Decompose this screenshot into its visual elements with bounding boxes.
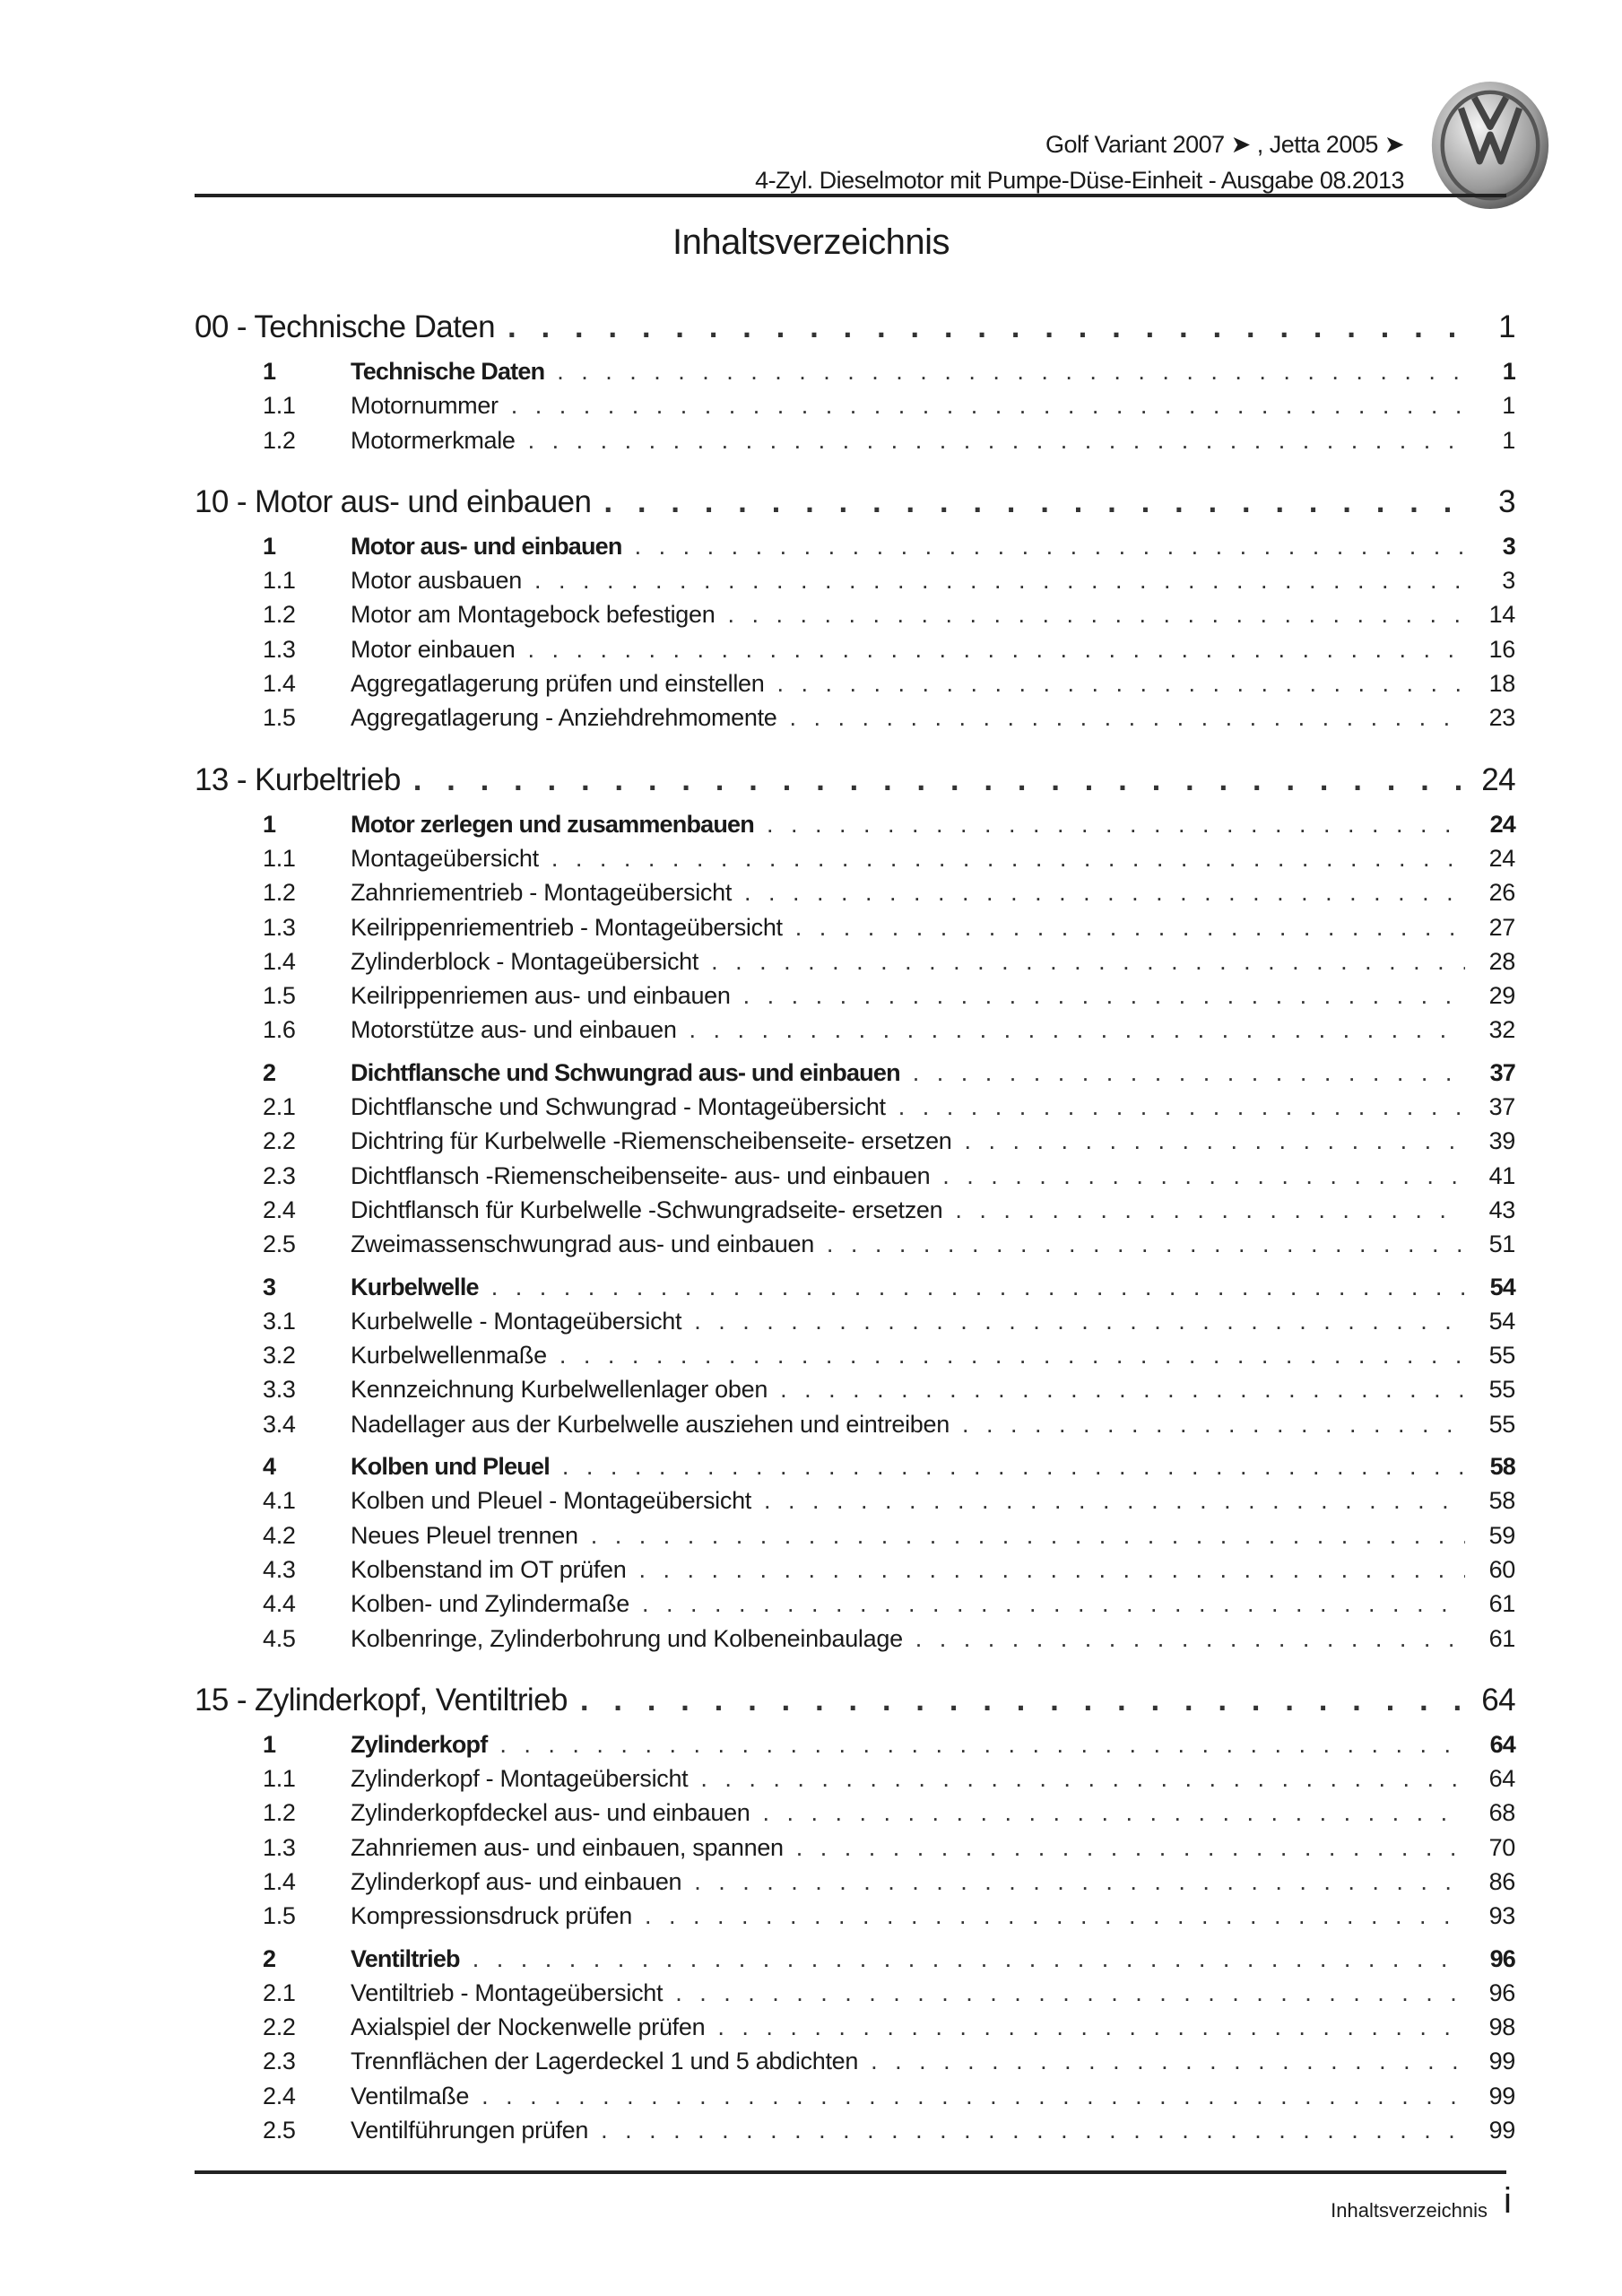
entry-title: Dichtflansche und Schwungrad aus- und einbauen: [351, 1058, 900, 1086]
dot-leader: [955, 1196, 1465, 1224]
entry-page-number: 99: [1488, 2117, 1515, 2144]
entry-page-number: 1: [1502, 426, 1515, 454]
entry-number: 2: [263, 1058, 276, 1086]
entry-number: 3.2: [263, 1342, 296, 1370]
dot-leader: [642, 1590, 1465, 1618]
dot-leader: [645, 1902, 1465, 1930]
dot-leader: [780, 1376, 1465, 1404]
chapter-title: 00 - Technische Daten: [195, 309, 496, 344]
toc-entry[interactable]: [195, 636, 1515, 670]
dot-leader: [711, 948, 1465, 976]
entry-title: Zylinderkopf - Montageübersicht: [351, 1765, 689, 1793]
dot-leader: [499, 1731, 1465, 1759]
toc-entry[interactable]: [195, 2013, 1515, 2048]
dot-leader: [767, 811, 1465, 839]
toc-entry[interactable]: [195, 1127, 1515, 1161]
entry-page-number: 55: [1488, 1342, 1515, 1370]
entry-title: Zahnriementrieb - Montageübersicht: [351, 879, 733, 907]
dot-leader: [915, 1625, 1465, 1653]
entry-page-number: 41: [1488, 1161, 1515, 1189]
dot-leader: [601, 2117, 1465, 2144]
entry-number: 1.2: [263, 601, 296, 629]
entry-number: 1: [263, 1730, 276, 1758]
entry-title: Technische Daten: [351, 358, 545, 385]
entry-title: Kolbenringe, Zylinderbohrung und Kolbeneinbaulage: [351, 1624, 903, 1652]
entry-number: 3.1: [263, 1307, 296, 1335]
toc-entry[interactable]: [195, 948, 1515, 982]
entry-title: Zylinderkopf aus- und einbauen: [351, 1867, 682, 1895]
entry-number: 2.1: [263, 1979, 296, 2006]
entry-title: Kompressionsdruck prüfen: [351, 1902, 632, 1930]
entry-number: 1.3: [263, 635, 296, 663]
entry-title: Montageübersicht: [351, 844, 539, 872]
entry-number: 1: [263, 810, 276, 838]
entry-page-number: 16: [1488, 635, 1515, 663]
entry-number: 2.3: [263, 1161, 296, 1189]
entry-page-number: 26: [1488, 879, 1515, 907]
toc-chapter-heading[interactable]: [195, 762, 1515, 805]
entry-title: Kurbelwelle: [351, 1273, 479, 1300]
entry-number: 1.2: [263, 426, 296, 454]
dot-leader: [694, 1308, 1465, 1335]
toc-entry[interactable]: [195, 1274, 1515, 1308]
entry-title: Dichtring für Kurbelwelle -Riemenscheibenseite- ersetzen: [351, 1127, 952, 1155]
dot-leader: [638, 1556, 1465, 1584]
entry-number: 1.4: [263, 1867, 296, 1895]
entry-number: 3.4: [263, 1410, 296, 1438]
toc-entry[interactable]: [195, 2083, 1515, 2117]
entry-title: Zylinderblock - Montageübersicht: [351, 947, 699, 975]
toc-entry[interactable]: [195, 1522, 1515, 1556]
header-divider: [195, 194, 1506, 197]
toc-chapter-heading[interactable]: [195, 1683, 1515, 1726]
header-vehicle-models: Golf Variant 2007 ➤ , Jetta 2005 ➤: [1045, 131, 1404, 158]
entry-number: 2.1: [263, 1093, 296, 1121]
entry-title: Dichtflansch für Kurbelwelle -Schwungradseite- ersetzen: [351, 1196, 943, 1223]
entry-title: Ventilführungen prüfen: [351, 2117, 589, 2144]
entry-number: 1.3: [263, 1833, 296, 1861]
entry-title: Zylinderkopf: [351, 1730, 488, 1758]
toc-entry[interactable]: [195, 1162, 1515, 1196]
entry-number: 1: [263, 532, 276, 560]
entry-number: 1.5: [263, 1902, 296, 1930]
entry-title: Kurbelwelle - Montageübersicht: [351, 1307, 682, 1335]
chapter-spacer: [195, 1659, 1515, 1683]
dot-leader: [580, 1683, 1465, 1718]
entry-title: Kolbenstand im OT prüfen: [351, 1555, 627, 1583]
entry-number: 4.5: [263, 1624, 296, 1652]
toc-entry[interactable]: [195, 1453, 1515, 1487]
entry-page-number: 61: [1488, 1590, 1515, 1618]
dot-leader: [473, 1945, 1465, 1973]
entry-page-number: 99: [1488, 2048, 1515, 2075]
entry-page-number: 98: [1488, 2013, 1515, 2041]
toc-entry[interactable]: [195, 2048, 1515, 2082]
entry-title: Motor einbauen: [351, 635, 516, 663]
entry-number: 3.3: [263, 1376, 296, 1404]
entry-number: 2.5: [263, 2117, 296, 2144]
entry-title: Ventiltrieb: [351, 1944, 460, 1972]
toc-entry[interactable]: [195, 982, 1515, 1016]
dot-leader: [481, 2083, 1465, 2110]
entry-page-number: 28: [1488, 947, 1515, 975]
entry-number: 1.4: [263, 947, 296, 975]
footer-page-number: i: [1504, 2181, 1512, 2221]
dot-leader: [511, 392, 1465, 420]
dot-leader: [591, 1522, 1465, 1550]
entry-page-number: 39: [1488, 1127, 1515, 1155]
dot-leader: [827, 1231, 1465, 1258]
entry-page-number: 86: [1488, 1867, 1515, 1895]
entry-page-number: 93: [1488, 1902, 1515, 1930]
toc-entry[interactable]: [195, 1093, 1515, 1127]
entry-page-number: 27: [1488, 913, 1515, 941]
dot-leader: [744, 879, 1465, 907]
dot-leader: [491, 1274, 1465, 1301]
entry-number: 2.3: [263, 2048, 296, 2075]
entry-page-number: 64: [1489, 1730, 1515, 1758]
entry-title: Kolben und Pleuel: [351, 1453, 550, 1481]
dot-leader: [764, 1487, 1465, 1515]
toc-entry[interactable]: [195, 1902, 1515, 1936]
entry-page-number: 96: [1488, 1979, 1515, 2006]
toc-entry[interactable]: [195, 1059, 1515, 1093]
entry-title: Kennzeichnung Kurbelwellenlager oben: [351, 1376, 768, 1404]
toc-entry[interactable]: [195, 1016, 1515, 1050]
entry-page-number: 54: [1489, 1273, 1515, 1300]
toc-entry[interactable]: [195, 811, 1515, 845]
toc-entry[interactable]: [195, 845, 1515, 879]
entry-page-number: 1: [1502, 358, 1515, 385]
entry-page-number: 32: [1488, 1016, 1515, 1044]
dot-leader: [913, 1059, 1465, 1087]
toc-entry[interactable]: [195, 1556, 1515, 1590]
entry-number: 4.4: [263, 1590, 296, 1618]
toc-entry[interactable]: [195, 533, 1515, 567]
toc-entry[interactable]: [195, 1487, 1515, 1521]
toc-entry[interactable]: [195, 1376, 1515, 1410]
entry-title: Nadellager aus der Kurbelwelle ausziehen und eintreiben: [351, 1410, 950, 1438]
entry-page-number: 64: [1488, 1765, 1515, 1793]
dot-leader: [675, 1979, 1465, 2007]
toc-entry[interactable]: [195, 1411, 1515, 1445]
chapter-spacer: [195, 461, 1515, 484]
toc-entry[interactable]: [195, 1342, 1515, 1376]
entry-title: Zahnriemen aus- und einbauen, spannen: [351, 1833, 784, 1861]
entry-page-number: 58: [1489, 1453, 1515, 1481]
dot-leader: [507, 309, 1465, 345]
dot-leader: [717, 2013, 1465, 2041]
entry-page-number: 14: [1488, 601, 1515, 629]
entry-title: Keilrippenriementrieb - Montageübersicht: [351, 913, 783, 941]
entry-number: 1.1: [263, 1765, 296, 1793]
page-title: Inhaltsverzeichnis: [672, 222, 950, 262]
dot-leader: [413, 762, 1465, 798]
toc-chapter-heading[interactable]: [195, 309, 1515, 352]
entry-title: Ventilmaße: [351, 2082, 470, 2109]
entry-page-number: 54: [1488, 1307, 1515, 1335]
chapter-title: 13 - Kurbeltrieb: [195, 761, 401, 797]
toc-entry[interactable]: [195, 670, 1515, 704]
entry-number: 1.1: [263, 392, 296, 420]
entry-page-number: 70: [1488, 1833, 1515, 1861]
toc-entry[interactable]: [195, 1308, 1515, 1342]
entry-number: 4: [263, 1453, 276, 1481]
entry-page-number: 23: [1488, 704, 1515, 732]
entry-title: Zweimassenschwungrad aus- und einbauen: [351, 1231, 814, 1258]
entry-number: 2.2: [263, 1127, 296, 1155]
entry-number: 4.2: [263, 1521, 296, 1549]
toc-entry[interactable]: [195, 427, 1515, 461]
entry-title: Motor am Montagebock befestigen: [351, 601, 716, 629]
entry-title: Kolben- und Zylindermaße: [351, 1590, 629, 1618]
toc-entry[interactable]: [195, 2117, 1515, 2151]
entry-number: 3: [263, 1273, 276, 1300]
entry-number: 2.2: [263, 2013, 296, 2041]
toc-entry[interactable]: [195, 601, 1515, 635]
toc-entry[interactable]: [195, 1945, 1515, 1979]
dot-leader: [562, 1453, 1465, 1481]
chapter-title: 10 - Motor aus- und einbauen: [195, 483, 592, 519]
dot-leader: [727, 601, 1465, 629]
dot-leader: [551, 845, 1465, 873]
table-of-contents: [195, 309, 1515, 2151]
entry-number: 1.5: [263, 982, 296, 1010]
entry-number: 2.5: [263, 1231, 296, 1258]
entry-number: 1.2: [263, 879, 296, 907]
entry-number: 1.3: [263, 913, 296, 941]
dot-leader: [871, 2048, 1465, 2075]
entry-number: 2.4: [263, 2082, 296, 2109]
chapter-page-number: 64: [1481, 1682, 1515, 1718]
entry-title: Ventiltrieb - Montageübersicht: [351, 1979, 664, 2006]
entry-number: 4.1: [263, 1487, 296, 1515]
entry-number: 1.6: [263, 1016, 296, 1044]
dot-leader: [942, 1162, 1465, 1190]
entry-page-number: 55: [1488, 1376, 1515, 1404]
entry-page-number: 37: [1488, 1093, 1515, 1121]
entry-page-number: 60: [1488, 1555, 1515, 1583]
toc-entry[interactable]: [195, 1196, 1515, 1231]
entry-number: 1.4: [263, 670, 296, 698]
dot-leader: [694, 1868, 1465, 1896]
toc-entry[interactable]: [195, 1590, 1515, 1624]
chapter-spacer: [195, 739, 1515, 762]
chapter-page-number: 1: [1498, 309, 1515, 344]
entry-title: Axialspiel der Nockenwelle prüfen: [351, 2013, 706, 2041]
entry-title: Kolben und Pleuel - Montageübersicht: [351, 1487, 752, 1515]
dot-leader: [559, 1342, 1465, 1370]
entry-page-number: 99: [1488, 2082, 1515, 2109]
toc-entry[interactable]: [195, 567, 1515, 601]
entry-number: 1.1: [263, 844, 296, 872]
entry-page-number: 51: [1488, 1231, 1515, 1258]
dot-leader: [635, 533, 1465, 561]
dot-leader: [557, 358, 1465, 386]
entry-page-number: 3: [1502, 567, 1515, 595]
toc-entry[interactable]: [195, 1231, 1515, 1265]
dot-leader: [743, 982, 1465, 1010]
entry-title: Motor ausbauen: [351, 567, 522, 595]
dot-leader: [603, 484, 1465, 520]
dot-leader: [690, 1016, 1465, 1044]
entry-title: Trennflächen der Lagerdeckel 1 und 5 abdichten: [351, 2048, 859, 2075]
entry-number: 4.3: [263, 1555, 296, 1583]
footer-label: Inhaltsverzeichnis: [1331, 2199, 1488, 2222]
toc-entry[interactable]: [195, 1834, 1515, 1868]
entry-page-number: 24: [1489, 810, 1515, 838]
entry-title: Motorstütze aus- und einbauen: [351, 1016, 677, 1044]
entry-title: Aggregatlagerung prüfen und einstellen: [351, 670, 765, 698]
entry-title: Motor aus- und einbauen: [351, 532, 622, 560]
entry-page-number: 43: [1488, 1196, 1515, 1223]
dot-leader: [527, 636, 1465, 664]
entry-page-number: 3: [1502, 532, 1515, 560]
toc-entry[interactable]: [195, 1868, 1515, 1902]
entry-title: Dichtflansche und Schwungrad - Montageübersicht: [351, 1093, 886, 1121]
vw-logo-icon: [1424, 79, 1557, 212]
entry-page-number: 58: [1488, 1487, 1515, 1515]
entry-page-number: 61: [1488, 1624, 1515, 1652]
entry-page-number: 24: [1488, 844, 1515, 872]
entry-page-number: 1: [1502, 392, 1515, 420]
entry-title: Dichtflansch -Riemenscheibenseite- aus- und einbauen: [351, 1161, 931, 1189]
toc-entry[interactable]: [195, 879, 1515, 913]
entry-page-number: 37: [1489, 1058, 1515, 1086]
chapter-title: 15 - Zylinderkopf, Ventiltrieb: [195, 1682, 568, 1718]
toc-entry[interactable]: [195, 358, 1515, 392]
dot-leader: [965, 1127, 1465, 1155]
dot-leader: [776, 670, 1465, 698]
entry-title: Motor zerlegen und zusammenbauen: [351, 810, 754, 838]
toc-entry[interactable]: [195, 1979, 1515, 2013]
entry-title: Keilrippenriemen aus- und einbauen: [351, 982, 731, 1010]
dot-leader: [898, 1093, 1465, 1121]
dot-leader: [534, 567, 1465, 595]
dot-leader: [528, 427, 1465, 455]
entry-number: 2: [263, 1944, 276, 1972]
entry-number: 1.1: [263, 567, 296, 595]
entry-title: Kurbelwellenmaße: [351, 1342, 547, 1370]
dot-leader: [962, 1411, 1465, 1439]
toc-entry[interactable]: [195, 704, 1515, 738]
toc-entry[interactable]: [195, 914, 1515, 948]
entry-page-number: 59: [1488, 1521, 1515, 1549]
toc-entry[interactable]: [195, 1799, 1515, 1833]
entry-number: 1: [263, 358, 276, 385]
toc-entry[interactable]: [195, 1765, 1515, 1799]
entry-number: 1.2: [263, 1799, 296, 1827]
chapter-page-number: 3: [1498, 483, 1515, 519]
footer-divider: [195, 2170, 1506, 2174]
dot-leader: [763, 1799, 1466, 1827]
header-manual-subtitle: 4-Zyl. Dieselmotor mit Pumpe-Düse-Einheit - Ausgabe 08.2013: [755, 167, 1404, 194]
entry-page-number: 18: [1488, 670, 1515, 698]
entry-page-number: 55: [1488, 1410, 1515, 1438]
toc-entry[interactable]: [195, 392, 1515, 426]
entry-title: Motormerkmale: [351, 426, 516, 454]
dot-leader: [795, 914, 1465, 942]
dot-leader: [700, 1765, 1465, 1793]
chapter-page-number: 24: [1481, 761, 1515, 797]
dot-leader: [790, 704, 1465, 732]
entry-page-number: 96: [1489, 1944, 1515, 1972]
entry-page-number: 29: [1488, 982, 1515, 1010]
entry-number: 2.4: [263, 1196, 296, 1223]
entry-title: Motornummer: [351, 392, 499, 420]
entry-number: 1.5: [263, 704, 296, 732]
entry-page-number: 68: [1488, 1799, 1515, 1827]
entry-title: Aggregatlagerung - Anziehdrehmomente: [351, 704, 777, 732]
entry-title: Neues Pleuel trennen: [351, 1521, 578, 1549]
toc-chapter-heading[interactable]: [195, 484, 1515, 527]
toc-entry[interactable]: [195, 1731, 1515, 1765]
toc-entry[interactable]: [195, 1625, 1515, 1659]
dot-leader: [796, 1834, 1465, 1862]
entry-title: Zylinderkopfdeckel aus- und einbauen: [351, 1799, 750, 1827]
